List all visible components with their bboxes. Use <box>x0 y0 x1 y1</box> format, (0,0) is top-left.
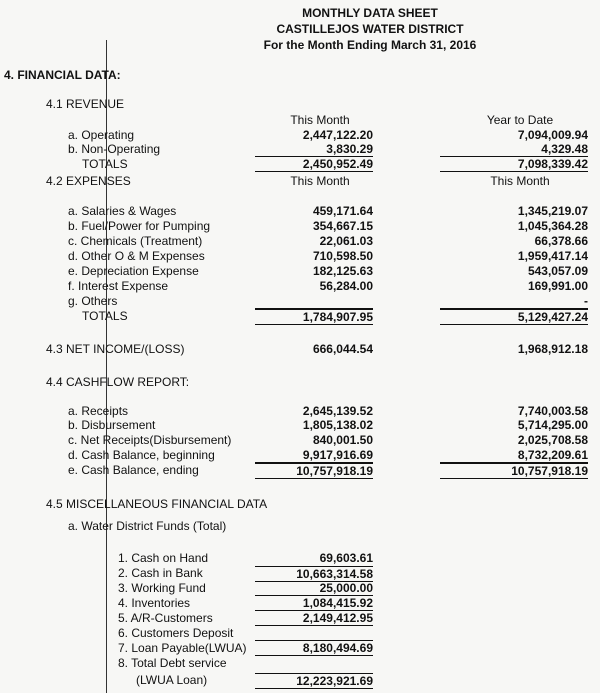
expense-row-month: 22,061.03 <box>319 234 373 248</box>
fund-row-label: 3. Working Fund <box>118 581 206 595</box>
net-income-label: 4.3 NET INCOME/(LOSS) <box>46 342 185 356</box>
revenue-col-this-month: This Month <box>290 113 350 127</box>
expense-row-ytd: 1,959,417.14 <box>517 249 588 263</box>
revenue-totals-month: 2,450,952.49 <box>255 157 373 172</box>
cashflow-row-label: a. Receipts <box>68 404 129 418</box>
cashflow-row-label: b. Disbursement <box>68 418 156 432</box>
expense-row-ytd: 543,057.09 <box>527 264 588 278</box>
cashflow-row-ytd: 8,732,209.61 <box>440 448 588 463</box>
period-line: For the Month Ending March 31, 2016 <box>263 38 477 52</box>
district-name: CASTILLEJOS WATER DISTRICT <box>276 22 464 36</box>
expense-row-ytd: - <box>440 294 588 309</box>
fund-row-value <box>255 656 373 670</box>
revenue-row-label: b. Non-Operating <box>68 142 161 156</box>
expense-row-label: e. Depreciation Expense <box>68 264 199 278</box>
net-income-month: 666,044.54 <box>312 342 373 356</box>
fund-row-value <box>255 626 373 641</box>
misc-title: 4.5 MISCELLANEOUS FINANCIAL DATA <box>46 497 268 511</box>
fund-row-value: 1,084,415.92 <box>255 596 373 611</box>
expense-row-month: 354,667.15 <box>312 219 373 233</box>
fund-row-label: 5. A/R-Customers <box>118 611 213 625</box>
expense-row-ytd: 169,991.00 <box>527 279 588 293</box>
fund-row-value: 25,000.00 <box>255 581 373 596</box>
fund-row-value: 2,149,412.95 <box>255 611 373 626</box>
expense-row-label: c. Chemicals (Treatment) <box>68 234 203 248</box>
cashflow-row-ytd: 7,740,003.58 <box>517 404 588 418</box>
fund-row-label: 4. Inventories <box>118 596 191 610</box>
expenses-title: 4.2 EXPENSES <box>46 174 131 188</box>
expense-row-ytd: 66,378.66 <box>534 234 588 248</box>
revenue-row-month: 3,830.29 <box>255 142 373 157</box>
expense-row-label: a. Salaries & Wages <box>68 204 177 218</box>
misc-subtitle: a. Water District Funds (Total) <box>68 519 227 533</box>
expense-row-ytd: 1,345,219.07 <box>517 204 588 218</box>
fund-row-label: 1. Cash on Hand <box>118 551 209 565</box>
cashflow-row-label: d. Cash Balance, beginning <box>68 448 215 462</box>
expense-row-month: 182,125.63 <box>312 264 373 278</box>
cashflow-row-ytd: 5,714,295.00 <box>517 418 588 432</box>
cashflow-row-ytd: 2,025,708.58 <box>517 433 588 447</box>
revenue-col-year-to-date: Year to Date <box>486 113 554 127</box>
revenue-title: 4.1 REVENUE <box>46 97 125 111</box>
expense-row-month: 710,598.50 <box>312 249 373 263</box>
fund-row-value: 69,603.61 <box>319 551 373 565</box>
expense-row-label: f. Interest Expense <box>68 279 169 293</box>
cashflow-row-label: e. Cash Balance, ending <box>68 463 199 477</box>
expense-totals-ytd: 5,129,427.24 <box>440 309 588 325</box>
revenue-row-ytd: 4,329.48 <box>440 142 588 157</box>
fund-row-label: 8. Total Debt service <box>118 656 227 670</box>
expenses-col-second: This Month <box>490 174 550 188</box>
fund-row-value: 8,180,494.69 <box>255 641 373 656</box>
expense-row-label: g. Others <box>68 294 118 308</box>
expense-row-month: 459,171.64 <box>312 204 373 218</box>
section-financial-data: 4. FINANCIAL DATA: <box>4 68 121 82</box>
revenue-row-label: a. Operating <box>68 128 135 142</box>
expense-row-ytd: 1,045,364.28 <box>517 219 588 233</box>
cashflow-row-month: 840,001.50 <box>312 433 373 447</box>
fund-row-label: (LWUA Loan) <box>136 673 208 687</box>
revenue-totals-label: TOTALS <box>82 157 128 171</box>
expense-totals-month: 1,784,907.95 <box>255 309 373 325</box>
fund-row-value: 12,223,921.69 <box>255 673 373 689</box>
expense-row-label: d. Other O & M Expenses <box>68 249 205 263</box>
net-income-ytd: 1,968,912.18 <box>517 342 588 356</box>
fund-row-label: 7. Loan Payable(LWUA) <box>118 641 247 655</box>
cashflow-title: 4.4 CASHFLOW REPORT: <box>46 375 190 389</box>
revenue-row-ytd: 7,094,009.94 <box>517 128 588 142</box>
expenses-col-this-month: This Month <box>290 174 350 188</box>
cashflow-row-month: 10,757,918.19 <box>255 463 373 479</box>
cashflow-row-month: 2,645,139.52 <box>302 404 373 418</box>
cashflow-row-label: c. Net Receipts(Disbursement) <box>68 433 232 447</box>
sheet-title: MONTHLY DATA SHEET <box>302 6 438 20</box>
revenue-totals-ytd: 7,098,339.42 <box>440 157 588 172</box>
expense-totals-label: TOTALS <box>82 309 128 323</box>
fund-row-label: 2. Cash in Bank <box>118 566 203 580</box>
revenue-row-month: 2,447,122.20 <box>302 128 373 142</box>
cashflow-row-month: 1,805,138.02 <box>302 418 373 432</box>
expense-row-label: b. Fuel/Power for Pumping <box>68 219 211 233</box>
expense-row-month: 56,284.00 <box>319 279 373 293</box>
expense-row-month <box>255 294 373 309</box>
cashflow-row-month: 9,917,916.69 <box>255 448 373 463</box>
fund-row-value: 10,663,314.58 <box>255 566 373 582</box>
cashflow-row-ytd: 10,757,918.19 <box>440 463 588 479</box>
fund-row-label: 6. Customers Deposit <box>118 626 234 640</box>
